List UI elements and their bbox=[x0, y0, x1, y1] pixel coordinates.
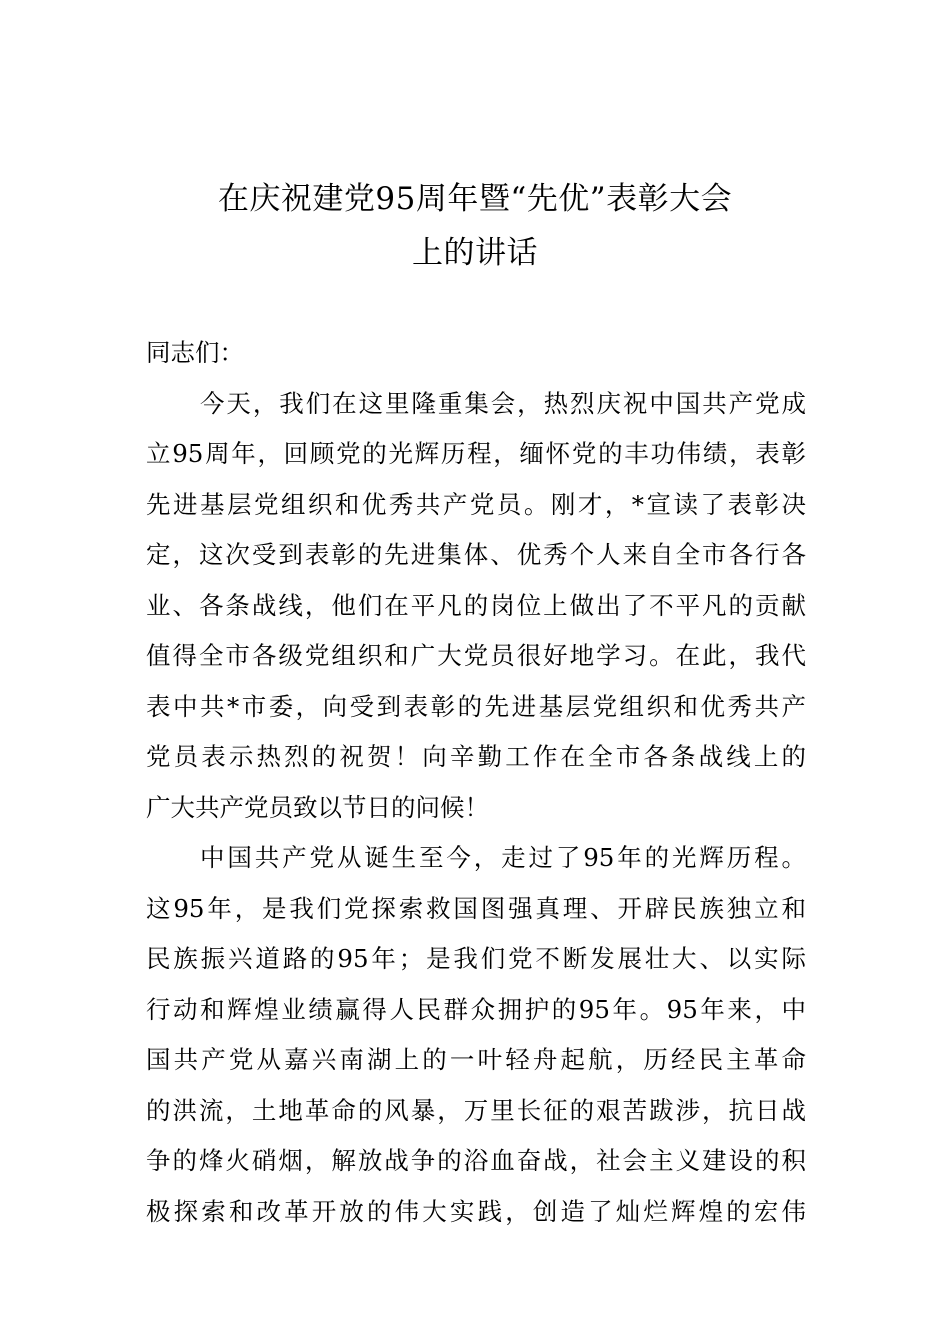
paragraph-line: 这95年，是我们党探索救国图强真理、开辟民族独立和 bbox=[146, 893, 806, 923]
paragraph-line: 极探索和改革开放的伟大实践，创造了灿烂辉煌的宏伟 bbox=[146, 1196, 806, 1226]
paragraph-line: 行动和辉煌业绩赢得人民群众拥护的95年。95年来，中 bbox=[146, 994, 806, 1024]
paragraph-line: 争的烽火硝烟，解放战争的浴血奋战，社会主义建设的积 bbox=[146, 1146, 806, 1175]
paragraph-line: 立95周年，回顾党的光辉历程，缅怀党的丰功伟绩，表彰 bbox=[146, 439, 806, 468]
paragraph-line: 值得全市各级党组织和广大党员很好地学习。在此，我代 bbox=[146, 641, 806, 670]
paragraph-line: 定，这次受到表彰的先进集体、优秀个人来自全市各行各 bbox=[146, 540, 806, 569]
paragraph-line: 先进基层党组织和优秀共产党员。刚才，*宣读了表彰决 bbox=[146, 489, 806, 519]
paragraph-line: 业、各条战线，他们在平凡的岗位上做出了不平凡的贡献 bbox=[146, 590, 806, 620]
paragraph-1 bbox=[146, 379, 806, 834]
title-line-2: 上的讲话 bbox=[412, 235, 538, 271]
document-body bbox=[146, 328, 806, 1237]
paragraph-line: 今天，我们在这里隆重集会，热烈庆祝中国共产党成 bbox=[200, 388, 806, 418]
salutation: 同志们： bbox=[146, 338, 244, 367]
paragraph-line: 中国共产党从诞生至今，走过了95年的光辉历程。 bbox=[200, 843, 806, 872]
paragraph-line: 国共产党从嘉兴南湖上的一叶轻舟起航，历经民主革命 bbox=[146, 1045, 806, 1074]
paragraph-line: 党员表示热烈的祝贺！向辛勤工作在全市各条战线上的 bbox=[146, 742, 806, 771]
paragraph-2 bbox=[146, 833, 806, 1237]
paragraph-line: 的洪流，土地革命的风暴，万里长征的艰苦跋涉，抗日战 bbox=[146, 1095, 806, 1125]
paragraph-line: 表中共*市委，向受到表彰的先进基层党组织和优秀共产 bbox=[146, 691, 806, 721]
paragraph-line: 民族振兴道路的95年；是我们党不断发展壮大、以实际 bbox=[146, 944, 806, 973]
document-title bbox=[120, 172, 830, 280]
paragraph-line: 广大共产党员致以节日的问候！ bbox=[146, 792, 489, 822]
title-line-1: 在庆祝建党95周年暨“先优”表彰大会 bbox=[217, 181, 733, 217]
